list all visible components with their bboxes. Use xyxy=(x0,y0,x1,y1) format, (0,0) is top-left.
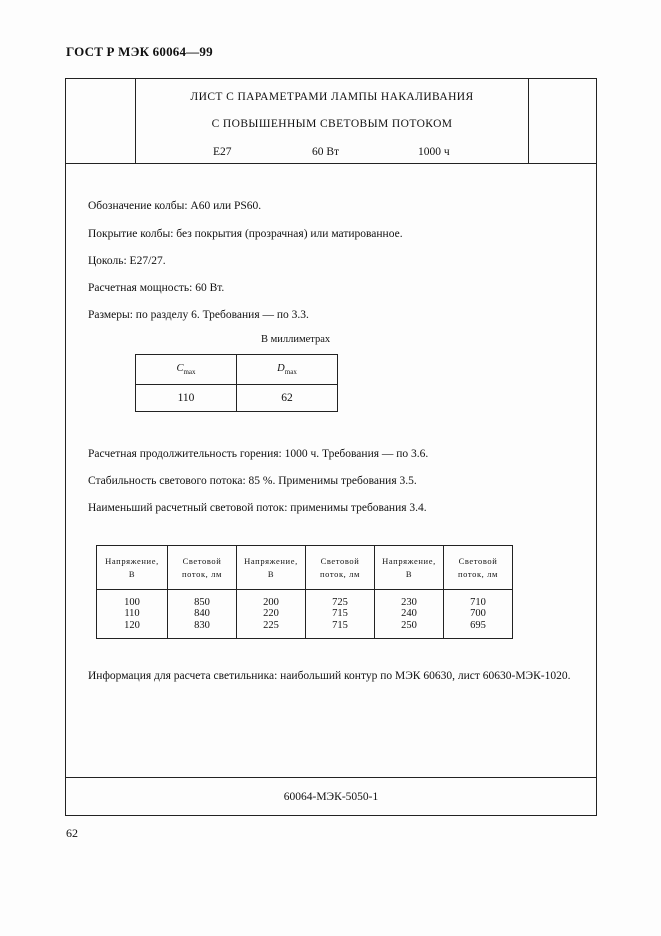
voltage-header: Напряжение, В xyxy=(237,546,306,590)
voltage-values: 100 110 120 xyxy=(97,590,168,639)
voltage-values: 230 240 250 xyxy=(375,590,444,639)
lumen-maintenance-spec: Стабильность светового потока: 85 %. Применимы требования 3.5. xyxy=(88,475,417,487)
min-flux-spec: Наименьший расчетный световой поток: применимы требования 3.4. xyxy=(88,502,427,514)
luminous-flux-table xyxy=(96,545,513,639)
units-note: В миллиметрах xyxy=(261,334,331,345)
flux-values: 725 715 715 xyxy=(306,590,375,639)
flux-values: 710 700 695 xyxy=(444,590,513,639)
rated-power-spec: Расчетная мощность: 60 Вт. xyxy=(88,282,225,294)
d-max-value: 62 xyxy=(237,385,338,412)
bulb-designation: Обозначение колбы: А60 или PS60. xyxy=(88,200,262,212)
dimensions-spec: Размеры: по разделу 6. Требования — по 3.3. xyxy=(88,309,309,321)
data-sheet-frame xyxy=(65,78,597,816)
voltage-header: Напряжение, В xyxy=(375,546,444,590)
rated-power: 60 Вт xyxy=(312,146,340,158)
cap-spec: Цоколь: E27/27. xyxy=(88,255,166,267)
title-block xyxy=(66,79,596,164)
d-max-header: $D_{max}$ xyxy=(237,355,338,385)
dimensions-table xyxy=(135,354,338,412)
sheet-code: 60064-МЭК-5050-1 xyxy=(66,777,596,815)
c-max-header: $C_{max}$ xyxy=(136,355,237,385)
sheet-title-line1: ЛИСТ С ПАРАМЕТРАМИ ЛАМПЫ НАКАЛИВАНИЯ xyxy=(190,91,474,103)
page-number: 62 xyxy=(66,826,78,840)
flux-header: Световой поток, лм xyxy=(168,546,237,590)
voltage-values: 200 220 225 xyxy=(237,590,306,639)
luminaire-design-info: Информация для расчета светильника: наибольший контур по МЭК 60630, лист 60630-МЭК-1020. xyxy=(88,670,571,682)
rated-life: 1000 ч xyxy=(418,146,450,158)
document-header: ГОСТ Р МЭК 60064—99 xyxy=(66,44,213,59)
bulb-coating: Покрытие колбы: без покрытия (прозрачная) или матированное. xyxy=(88,228,403,240)
title-divider-right xyxy=(528,79,529,163)
flux-header: Световой поток, лм xyxy=(444,546,513,590)
flux-values: 850 840 830 xyxy=(168,590,237,639)
flux-header: Световой поток, лм xyxy=(306,546,375,590)
c-max-value: 110 xyxy=(136,385,237,412)
cap-type: E27 xyxy=(213,146,232,158)
burning-life-spec: Расчетная продолжительность горения: 1000 ч. Требования — по 3.6. xyxy=(88,448,429,460)
sheet-title-line2: С ПОВЫШЕННЫМ СВЕТОВЫМ ПОТОКОМ xyxy=(211,118,453,130)
voltage-header: Напряжение, В xyxy=(97,546,168,590)
